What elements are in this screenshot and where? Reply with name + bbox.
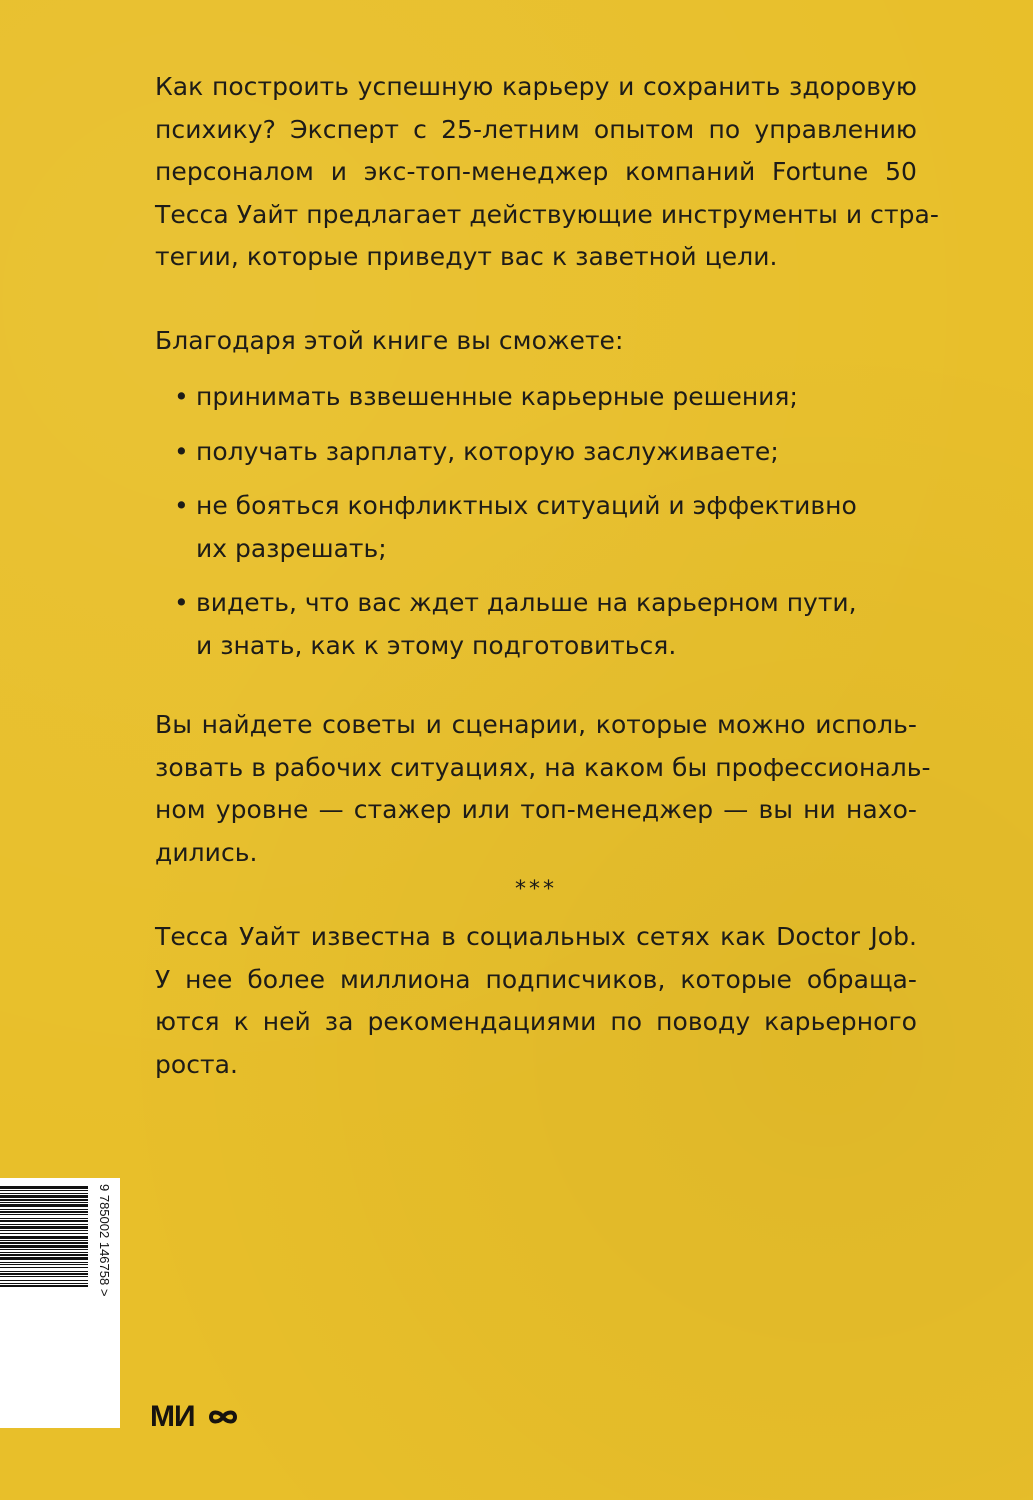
- barcode-bar: [0, 1283, 88, 1284]
- barcode-bar: [0, 1252, 88, 1253]
- barcode-bar: [0, 1211, 88, 1213]
- barcode-bar: [0, 1240, 88, 1241]
- infinity-icon: [203, 1405, 243, 1429]
- intro-paragraph: [155, 66, 939, 279]
- author-line: ются к ней за рекомендациями по поводу карьерного: [155, 1007, 917, 1036]
- advice-line: дились.: [155, 837, 258, 867]
- barcode-bar: [0, 1271, 88, 1272]
- barcode-bar: [0, 1276, 88, 1277]
- barcode-bar: [0, 1214, 88, 1215]
- intro-line: тегии, которые приведут вас к заветной цели.: [155, 242, 778, 271]
- barcode-bar: [0, 1236, 88, 1239]
- intro-line: персоналом и экс-топ-менеджер компаний Fortune 50: [155, 157, 917, 186]
- barcode-bar: [0, 1209, 88, 1210]
- advice-line: зовать в рабочих ситуациях, на каком бы профессиональ-: [155, 752, 931, 782]
- barcode-bar: [0, 1193, 88, 1194]
- intro-line: Как построить успешную карьеру и сохранить здоровую: [155, 72, 917, 101]
- benefit-line: • принимать взвешенные карьерные решения;: [196, 382, 798, 411]
- barcode: [0, 1178, 120, 1428]
- barcode-bar: [0, 1230, 88, 1231]
- barcode-bar: [0, 1202, 88, 1203]
- author-line: У нее более миллиона подписчиков, которые обраща-: [155, 964, 917, 994]
- barcode-graphic: [0, 1178, 120, 1428]
- barcode-bar: [0, 1280, 88, 1281]
- section-separator: ***: [515, 877, 557, 902]
- benefit-item: [174, 485, 894, 570]
- benefit-line: • видеть, что вас ждет дальше на карьерном пути,: [196, 588, 857, 617]
- benefit-line: • не бояться конфликтных ситуаций и эффективно: [196, 491, 857, 520]
- barcode-bar: [0, 1199, 88, 1201]
- barcode-bar: [0, 1264, 88, 1265]
- barcode-bar: [0, 1186, 88, 1189]
- advice-line: ном уровне — стажер или топ-менеджер — вы ни нахо-: [155, 795, 917, 824]
- barcode-bar: [0, 1267, 88, 1268]
- barcode-bar: [0, 1257, 88, 1260]
- benefit-line: и знать, как к этому подготовиться.: [196, 630, 677, 660]
- benefit-item: [174, 431, 894, 474]
- author-line: Тесса Уайт известна в социальных сетях как Doctor Job.: [155, 922, 917, 951]
- barcode-bar: [0, 1224, 88, 1225]
- author-line: роста.: [155, 1049, 239, 1079]
- publisher-text: МИ: [150, 1400, 195, 1433]
- barcode-bar: [0, 1249, 88, 1250]
- barcode-number: 9 785002 146758 >: [97, 1184, 112, 1297]
- advice-line: Вы найдете советы и сценарии, которые можно исполь-: [155, 710, 917, 739]
- benefit-item: [174, 376, 894, 419]
- barcode-bar: [0, 1254, 88, 1256]
- intro-line: психику? Эксперт с 25-летним опытом по управлению: [155, 114, 917, 144]
- benefit-line: • получать зарплату, которую заслуживаете;: [196, 436, 779, 466]
- advice-paragraph: [155, 704, 931, 874]
- barcode-bar: [0, 1242, 88, 1244]
- barcode-bar: [0, 1245, 88, 1248]
- barcode-bar: [0, 1220, 88, 1222]
- barcode-bar: [0, 1285, 88, 1287]
- barcode-bar: [0, 1262, 88, 1263]
- barcode-bar: [0, 1204, 88, 1207]
- publisher-logo: [150, 1402, 243, 1432]
- intro-line: Тесса Уайт предлагает действующие инструменты и стра-: [155, 199, 939, 229]
- benefit-item: [174, 582, 894, 667]
- barcode-bar: [0, 1233, 88, 1234]
- benefits-list: [174, 376, 894, 679]
- author-paragraph: [155, 916, 917, 1086]
- benefits-intro: Благодаря этой книге вы сможете:: [155, 326, 624, 355]
- barcode-bar: [0, 1218, 88, 1219]
- barcode-bar: [0, 1273, 88, 1275]
- barcode-bar: [0, 1226, 88, 1229]
- benefit-line: их разрешать;: [196, 533, 387, 563]
- barcode-bar: [0, 1195, 88, 1198]
- barcode-bar: [0, 1190, 88, 1191]
